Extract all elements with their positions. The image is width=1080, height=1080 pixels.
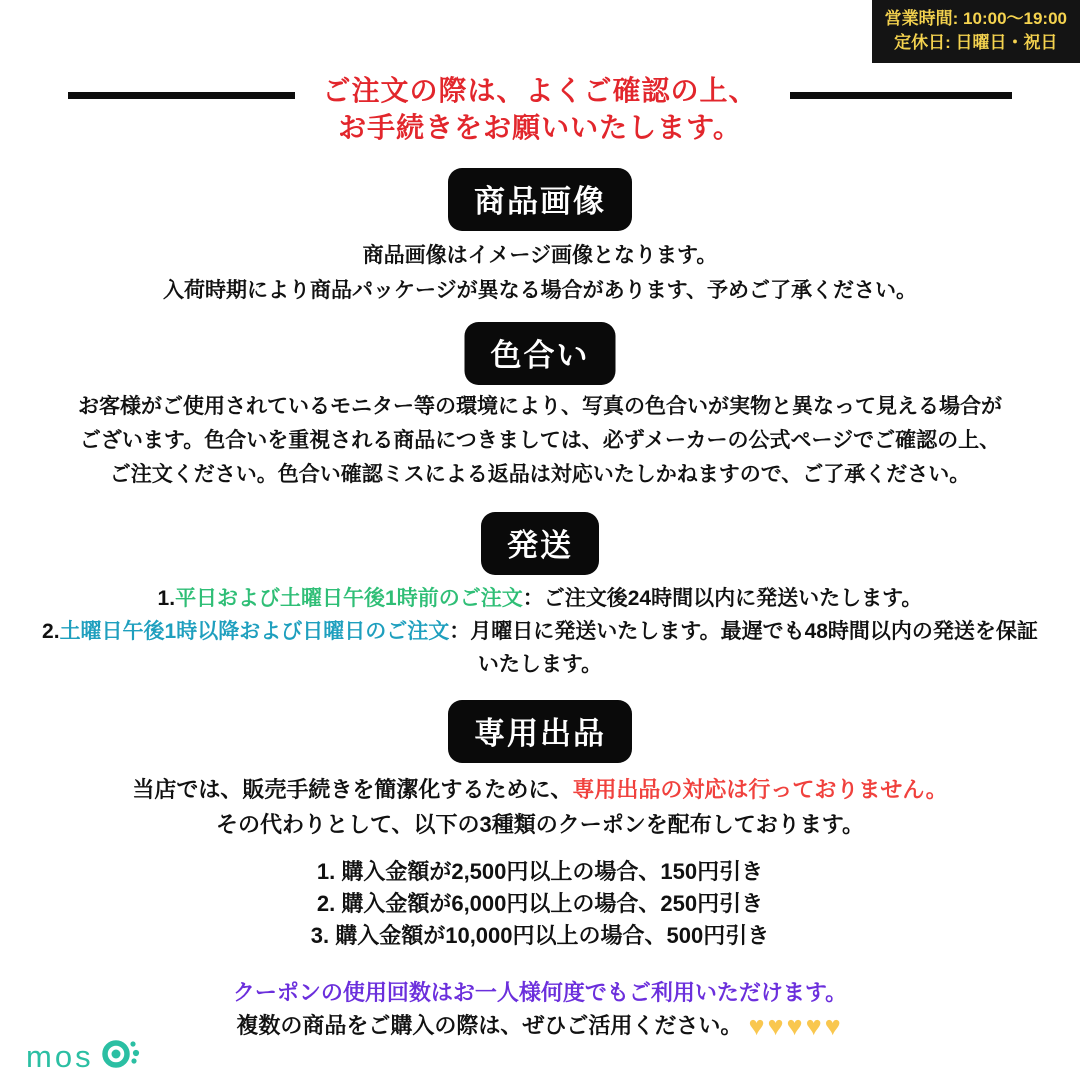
coupon-notes [0,976,1080,1043]
business-hours-line: 営業時間: 10:00〜19:00 [884,9,1067,28]
exclusive-line1-black: 当店では、販売手続きを簡潔化するために、 [132,777,573,802]
color-line1: お客様がご使用されているモニター等の環境により、写真の色合いが実物と異なって見える場合が [78,395,1002,418]
shipping-item-1 [40,582,1040,615]
business-hours-box [872,0,1080,63]
exclusive-line2: その代わりとして、以下の3種類のクーポンを配布しております。 [215,812,865,837]
page-title-line2: お手続きをお願いいたします。 [338,112,742,143]
color-paragraph [0,390,1080,492]
shipping-item-2-rest: ：月曜日に発送いたします。最遅でも48時間以内の発送を保証いたします。 [449,620,1038,676]
color-line2: ございます。色合いを重視される商品につきましては、必ずメーカーの公式ページでご確認の上、 [79,429,1001,452]
closed-days-line: 定休日: 日曜日・祝日 [894,33,1058,52]
shop-logo-icon [100,1034,144,1079]
exclusive-line1-red: 専用出品の対応は行っておりません。 [572,777,948,802]
exclusive-paragraph [0,772,1080,842]
shipping-item-2-number: 2. [42,620,60,643]
section-badge-exclusive: 専用出品 [448,700,632,763]
section-badge-color: 色合い [465,322,616,385]
coupon-note-black-line [0,1009,1080,1043]
shipping-item-2-highlight: 土曜日午後1時以降および日曜日のご注文 [59,620,450,643]
shop-logo [26,1034,144,1079]
product-image-line2: 入荷時期により商品パッケージが異なる場合があります、予めご了承ください。 [163,279,917,302]
coupon-note-purple: クーポンの使用回数はお一人様何度でもご利用いただけます。 [232,980,848,1005]
shop-logo-text: mos [26,1038,94,1074]
page-title-line1: ご注文の際は、よくご確認の上、 [322,75,758,106]
product-image-paragraph [0,238,1080,308]
shipping-item-1-rest: ：ご注文後24時間以内に発送いたします。 [522,587,923,610]
coupon-list [0,856,1080,952]
coupon-note-black: 複数の商品をご購入の際は、ぜひご活用ください。 [236,1013,743,1038]
section-badge-shipping: 発送 [481,512,599,575]
shipping-item-1-highlight: 平日および土曜日午後1時前のご注文 [175,587,523,610]
shipping-paragraph [0,582,1080,681]
color-line3: ご注文ください。色合い確認ミスによる返品は対応いたしかねますので、ご了承ください。 [109,463,971,486]
coupon-item: 3. 購入金額が10,000円以上の場合、500円引き [310,923,770,948]
shipping-item-1-number: 1. [157,587,176,610]
coupon-item: 2. 購入金額が6,000円以上の場合、250円引き [316,891,764,916]
coupon-item: 1. 購入金額が2,500円以上の場合、150円引き [316,859,764,884]
page-title [0,72,1080,146]
exclusive-line1 [0,772,1080,807]
shipping-item-2 [40,615,1040,681]
section-badge-product-image: 商品画像 [448,168,632,231]
product-image-line1: 商品画像はイメージ画像となります。 [362,244,718,267]
yellow-hearts-icon: ♥♥♥♥♥ [748,1011,844,1041]
